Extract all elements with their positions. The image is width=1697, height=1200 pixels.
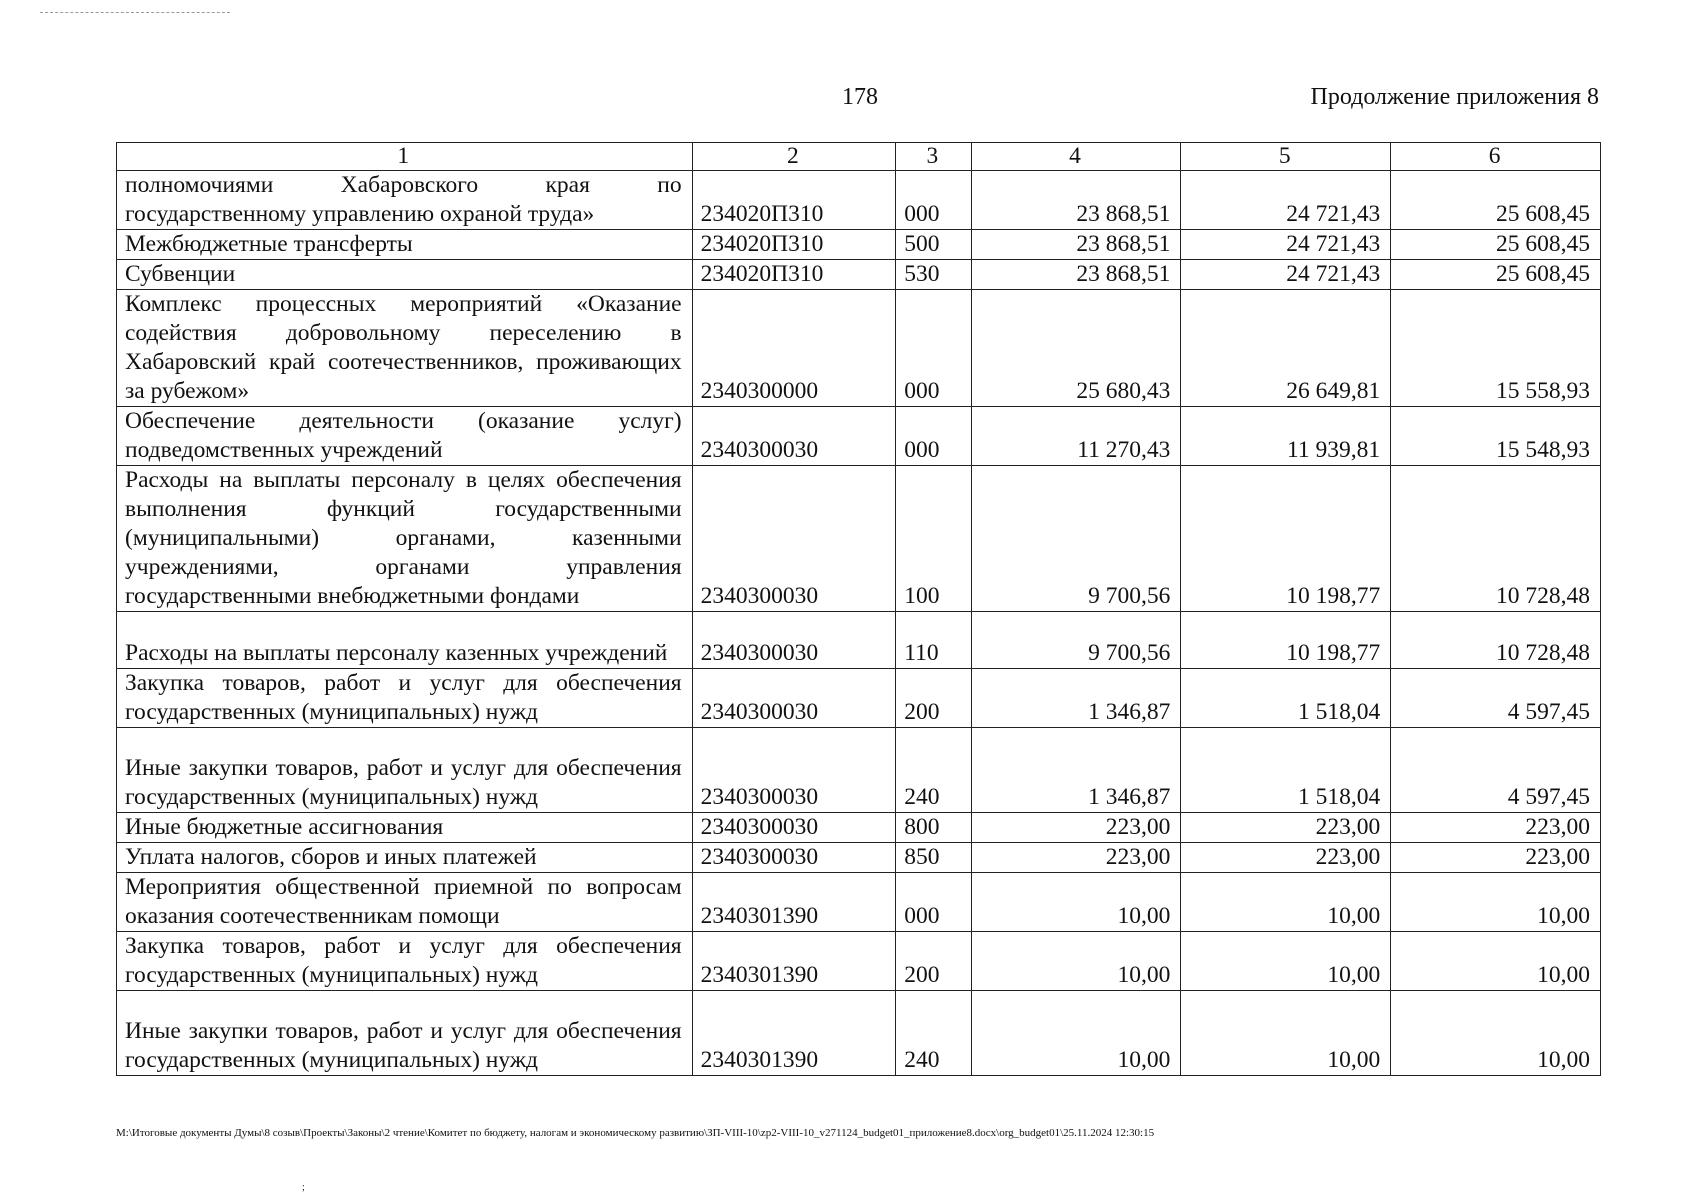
column-header: 2 xyxy=(692,143,896,171)
table-row xyxy=(117,669,1601,728)
scan-speck: ; xyxy=(302,1182,305,1193)
document-file-path: M:\Итоговые документы Думы\8 созыв\Проекты\Законы\2 чтение\Комитет по бюджету, налогам и экономическому развитию\ЗП-VIII-10\zp2-VIII-10_v271124_budget01_приложение8.docx\org_budget01\25.11.2024 12:30:15 xyxy=(116,1127,1155,1139)
table-row xyxy=(117,407,1601,466)
amount-year3-cell: 25 608,45 xyxy=(1391,171,1601,230)
expense-type-cell: 000 xyxy=(896,171,971,230)
amount-year2-cell: 10 198,77 xyxy=(1181,612,1391,669)
amount-year2-cell: 10,00 xyxy=(1181,991,1391,1076)
amount-year3-cell: 4 597,45 xyxy=(1391,728,1601,813)
table-row xyxy=(117,728,1601,813)
amount-year2-cell: 11 939,81 xyxy=(1181,407,1391,466)
expense-name-cell: Закупка товаров, работ и услуг для обеспечения государственных (муниципальных) нужд xyxy=(117,932,693,991)
amount-year1-cell: 11 270,43 xyxy=(971,407,1181,466)
expense-type-cell: 500 xyxy=(896,230,971,260)
continuation-label: Продолжение приложения 8 xyxy=(1310,84,1599,110)
amount-year2-cell: 10,00 xyxy=(1181,932,1391,991)
amount-year2-cell: 1 518,04 xyxy=(1181,728,1391,813)
amount-year2-cell: 1 518,04 xyxy=(1181,669,1391,728)
expense-name-cell: Расходы на выплаты персоналу в целях обеспечения выполнения функций государственными (муниципальными) органами, казенными учреждениями, органами управления государственными внебюджетными фондами xyxy=(117,466,693,612)
expense-type-cell: 200 xyxy=(896,932,971,991)
expense-type-cell: 000 xyxy=(896,290,971,407)
target-code-cell: 2340300030 xyxy=(692,407,896,466)
amount-year2-cell: 223,00 xyxy=(1181,843,1391,873)
column-number-row xyxy=(117,143,1601,171)
expense-name-cell: Комплекс процессных мероприятий «Оказание содействия добровольному переселению в Хабаровский край соотечественников, проживающих за рубежом» xyxy=(117,290,693,407)
amount-year3-cell: 25 608,45 xyxy=(1391,230,1601,260)
amount-year1-cell: 1 346,87 xyxy=(971,728,1181,813)
target-code-cell: 2340300000 xyxy=(692,290,896,407)
amount-year1-cell: 10,00 xyxy=(971,932,1181,991)
column-header: 3 xyxy=(896,143,971,171)
expense-name-cell: Иные закупки товаров, работ и услуг для обеспечения государственных (муниципальных) нужд xyxy=(117,728,693,813)
target-code-cell: 2340300030 xyxy=(692,843,896,873)
amount-year2-cell: 24 721,43 xyxy=(1181,171,1391,230)
amount-year3-cell: 15 558,93 xyxy=(1391,290,1601,407)
expense-type-cell: 240 xyxy=(896,991,971,1076)
target-code-cell: 2340300030 xyxy=(692,466,896,612)
amount-year3-cell: 4 597,45 xyxy=(1391,669,1601,728)
expense-name-cell: Субвенции xyxy=(117,260,693,290)
expense-name-cell: Уплата налогов, сборов и иных платежей xyxy=(117,843,693,873)
expense-type-cell: 000 xyxy=(896,873,971,932)
column-header: 5 xyxy=(1181,143,1391,171)
amount-year2-cell: 24 721,43 xyxy=(1181,260,1391,290)
column-header: 1 xyxy=(117,143,693,171)
target-code-cell: 2340301390 xyxy=(692,873,896,932)
amount-year1-cell: 9 700,56 xyxy=(971,612,1181,669)
amount-year2-cell: 223,00 xyxy=(1181,813,1391,843)
expense-type-cell: 000 xyxy=(896,407,971,466)
expense-name-cell: Расходы на выплаты персоналу казенных учреждений xyxy=(117,612,693,669)
target-code-cell: 234020П310 xyxy=(692,260,896,290)
column-header: 6 xyxy=(1391,143,1601,171)
expense-type-cell: 850 xyxy=(896,843,971,873)
budget-table xyxy=(116,142,1601,1076)
target-code-cell: 234020П310 xyxy=(692,230,896,260)
expense-type-cell: 110 xyxy=(896,612,971,669)
amount-year1-cell: 9 700,56 xyxy=(971,466,1181,612)
expense-name-cell: полномочиями Хабаровского края по государственному управлению охраной труда» xyxy=(117,171,693,230)
amount-year3-cell: 10,00 xyxy=(1391,932,1601,991)
amount-year2-cell: 10,00 xyxy=(1181,873,1391,932)
target-code-cell: 2340300030 xyxy=(692,612,896,669)
table-row xyxy=(117,290,1601,407)
target-code-cell: 2340300030 xyxy=(692,669,896,728)
table-row xyxy=(117,171,1601,230)
table-row xyxy=(117,991,1601,1076)
expense-type-cell: 800 xyxy=(896,813,971,843)
expense-name-cell: Мероприятия общественной приемной по вопросам оказания соотечественникам помощи xyxy=(117,873,693,932)
table-row xyxy=(117,260,1601,290)
target-code-cell: 2340301390 xyxy=(692,991,896,1076)
table-row xyxy=(117,813,1601,843)
amount-year2-cell: 10 198,77 xyxy=(1181,466,1391,612)
amount-year3-cell: 15 548,93 xyxy=(1391,407,1601,466)
target-code-cell: 2340300030 xyxy=(692,728,896,813)
expense-name-cell: Иные бюджетные ассигнования xyxy=(117,813,693,843)
table-row xyxy=(117,843,1601,873)
amount-year3-cell: 25 608,45 xyxy=(1391,260,1601,290)
expense-name-cell: Межбюджетные трансферты xyxy=(117,230,693,260)
amount-year3-cell: 10,00 xyxy=(1391,991,1601,1076)
amount-year1-cell: 25 680,43 xyxy=(971,290,1181,407)
table-row xyxy=(117,873,1601,932)
page-number: 178 xyxy=(842,84,878,110)
amount-year1-cell: 223,00 xyxy=(971,843,1181,873)
amount-year3-cell: 10,00 xyxy=(1391,873,1601,932)
expense-type-cell: 200 xyxy=(896,669,971,728)
amount-year3-cell: 10 728,48 xyxy=(1391,612,1601,669)
amount-year2-cell: 24 721,43 xyxy=(1181,230,1391,260)
column-header: 4 xyxy=(971,143,1181,171)
expense-type-cell: 530 xyxy=(896,260,971,290)
amount-year1-cell: 23 868,51 xyxy=(971,230,1181,260)
expense-name-cell: Обеспечение деятельности (оказание услуг) подведомственных учреждений xyxy=(117,407,693,466)
expense-name-cell: Закупка товаров, работ и услуг для обеспечения государственных (муниципальных) нужд xyxy=(117,669,693,728)
amount-year1-cell: 23 868,51 xyxy=(971,260,1181,290)
amount-year1-cell: 223,00 xyxy=(971,813,1181,843)
amount-year3-cell: 223,00 xyxy=(1391,813,1601,843)
amount-year1-cell: 10,00 xyxy=(971,991,1181,1076)
amount-year3-cell: 223,00 xyxy=(1391,843,1601,873)
amount-year2-cell: 26 649,81 xyxy=(1181,290,1391,407)
amount-year3-cell: 10 728,48 xyxy=(1391,466,1601,612)
amount-year1-cell: 10,00 xyxy=(971,873,1181,932)
table-row xyxy=(117,230,1601,260)
scan-artifact-line xyxy=(40,12,230,15)
amount-year1-cell: 1 346,87 xyxy=(971,669,1181,728)
expense-type-cell: 240 xyxy=(896,728,971,813)
table-row xyxy=(117,612,1601,669)
target-code-cell: 2340300030 xyxy=(692,813,896,843)
table-row xyxy=(117,466,1601,612)
target-code-cell: 2340301390 xyxy=(692,932,896,991)
expense-type-cell: 100 xyxy=(896,466,971,612)
amount-year1-cell: 23 868,51 xyxy=(971,171,1181,230)
expense-name-cell: Иные закупки товаров, работ и услуг для обеспечения государственных (муниципальных) нужд xyxy=(117,991,693,1076)
target-code-cell: 234020П310 xyxy=(692,171,896,230)
table-row xyxy=(117,932,1601,991)
